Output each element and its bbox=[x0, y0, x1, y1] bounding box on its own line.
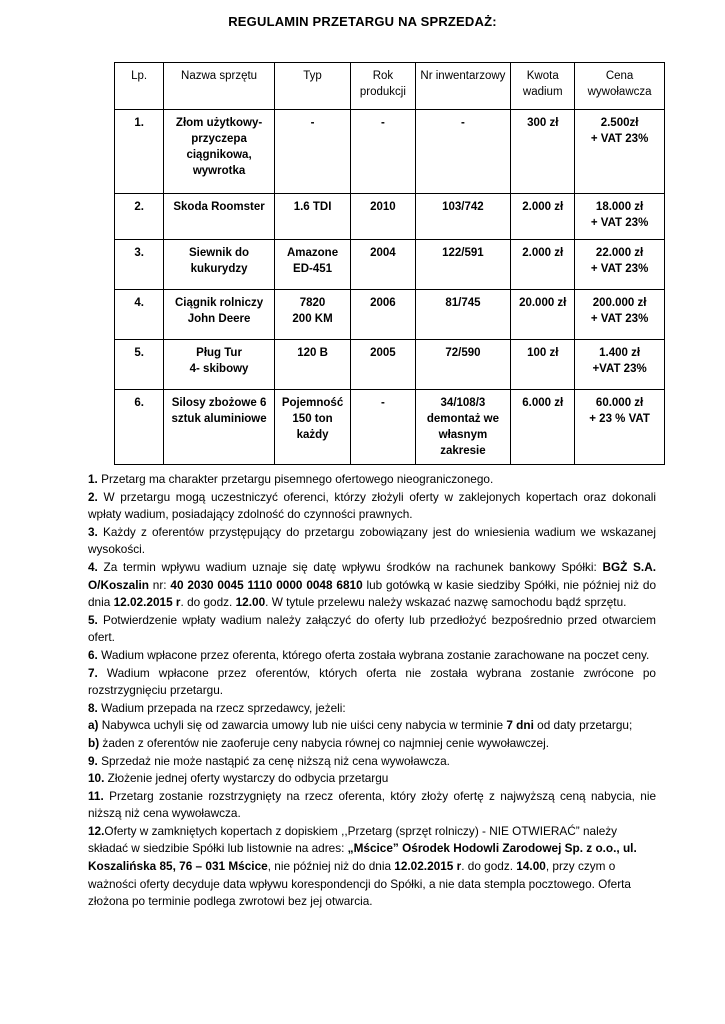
deposit-deadline-hour: 12.00 bbox=[235, 595, 266, 610]
col-header-lp: Lp. bbox=[115, 63, 164, 110]
cell-inventory: - bbox=[415, 110, 511, 194]
cell-year: 2005 bbox=[351, 340, 415, 390]
deposit-deadline-date: 12.02.2015 r bbox=[113, 595, 181, 610]
cell-inventory: 81/745 bbox=[415, 290, 511, 340]
rule-5: 5. Potwierdzenie wpłaty wadium należy załączyć do oferty lub przedłożyć bezpośrednio przed otwarciem ofert. bbox=[88, 612, 656, 645]
cell-type: 7820 200 KM bbox=[274, 290, 350, 340]
cell-price: 22.000 zł + VAT 23% bbox=[575, 240, 665, 290]
cell-price: 18.000 zł + VAT 23% bbox=[575, 194, 665, 240]
cell-deposit: 20.000 zł bbox=[511, 290, 575, 340]
cell-lp: 6. bbox=[115, 390, 164, 465]
cell-name: Skoda Roomster bbox=[164, 194, 275, 240]
col-header-year: Rok produkcji bbox=[351, 63, 415, 110]
rule-2: 2. W przetargu mogą uczestniczyć oferenci, którzy złożyli oferty w zaklejonych kopertach oraz dokonali wpłaty wadium, posiadający zdolność do czynności prawnych. bbox=[88, 489, 656, 522]
cell-year: - bbox=[351, 110, 415, 194]
cell-year: 2010 bbox=[351, 194, 415, 240]
rule-12: 12.Oferty w zamkniętych kopertach z dopiskiem ,,Przetarg (sprzęt rolniczy) - NIE OTWIERAĆ” należy składać w siedzibie Spółki lub listownie na adres: „Mścice” Ośrodek Hodowli Zarodowej Sp. z o.o., ul. Koszalińska 85, 76 – 031 Mścice, nie później niż do dnia 12.02.2015 r. do godz. 14.00, przy czym o ważności oferty decyduje data wpływu korespondencji do Spółki, a nie data stempla pocztowego. Oferta złożona po terminie podlega zwrotowi bez jej otwarcia. bbox=[88, 823, 637, 909]
cell-type: Pojemność 150 ton każdy bbox=[274, 390, 350, 465]
cell-deposit: 2.000 zł bbox=[511, 240, 575, 290]
col-header-deposit: Kwota wadium bbox=[511, 63, 575, 110]
rule-10: 10. Złożenie jednej oferty wystarczy do odbycia przetargu bbox=[88, 771, 389, 786]
cell-name: Ciągnik rolniczy John Deere bbox=[164, 290, 275, 340]
cell-name: Silosy zbożowe 6 sztuk aluminiowe bbox=[164, 390, 275, 465]
table-header-row bbox=[115, 63, 665, 110]
rule-1: 1. Przetarg ma charakter przetargu pisemnego ofertowego nieograniczonego. bbox=[88, 472, 494, 486]
cell-type: Amazone ED-451 bbox=[274, 240, 350, 290]
offer-deadline-hour: 14.00 bbox=[516, 859, 546, 874]
cell-lp: 4. bbox=[115, 290, 164, 340]
table-row bbox=[115, 240, 665, 290]
cell-lp: 1. bbox=[115, 110, 164, 194]
rule-8b: b) żaden z oferentów nie zaoferuje ceny nabycia równej co najmniej cenie wywoławczej. bbox=[88, 735, 549, 750]
cell-year: - bbox=[351, 390, 415, 465]
col-header-price: Cena wywoławcza bbox=[575, 63, 665, 110]
rule-7: 7. Wadium wpłacone przez oferentów, których oferta nie została wybrana zostanie zwrócone po rozstrzygnięciu przetargu. bbox=[88, 665, 656, 698]
offer-deadline-date: 12.02.2015 r bbox=[394, 859, 462, 874]
cell-name: Siewnik do kukurydzy bbox=[164, 240, 275, 290]
cell-type: 1.6 TDI bbox=[274, 194, 350, 240]
account-number: 40 2030 0045 1110 0000 0048 6810 bbox=[170, 577, 363, 592]
table-row bbox=[115, 194, 665, 240]
table-row bbox=[115, 290, 665, 340]
cell-lp: 3. bbox=[115, 240, 164, 290]
cell-lp: 5. bbox=[115, 340, 164, 390]
cell-deposit: 300 zł bbox=[511, 110, 575, 194]
rule-9: 9. Sprzedaż nie może nastąpić za cenę niższą niż cena wywoławcza. bbox=[88, 753, 450, 768]
cell-year: 2006 bbox=[351, 290, 415, 340]
cell-deposit: 100 zł bbox=[511, 340, 575, 390]
table-row bbox=[115, 340, 665, 390]
equipment-table bbox=[114, 62, 665, 465]
col-header-type: Typ bbox=[274, 63, 350, 110]
rule-3: 3. Każdy z oferentów przystępujący do przetargu zobowiązany jest do wniesienia wadium we wskazanej wysokości. bbox=[88, 524, 656, 557]
delivery-address: „Mścice” Ośrodek Hodowli Zarodowej Sp. z o.o., ul. Koszalińska 85, 76 – 031 Mścice bbox=[88, 841, 637, 874]
cell-deposit: 6.000 zł bbox=[511, 390, 575, 465]
col-header-inventory: Nr inwentarzowy bbox=[415, 63, 511, 110]
cell-price: 2.500zł + VAT 23% bbox=[575, 110, 665, 194]
table-row bbox=[115, 390, 665, 465]
cell-name: Złom użytkowy-przyczepa ciągnikowa, wywrotka bbox=[164, 110, 275, 194]
rule-4: 4. Za termin wpływu wadium uznaje się datę wpływu środków na rachunek bankowy Spółki: BGŻ S.A. O/Koszalin nr: 40 2030 0045 1110 0000 0048 6810 lub gotówką w kasie siedziby Spółki, nie później niż do dnia 12.02.2015 r. do godz. 12.00. W tytule przelewu należy wskazać nazwę samochodu bądź sprzętu. bbox=[88, 559, 656, 610]
cell-type: 120 B bbox=[274, 340, 350, 390]
cell-price: 60.000 zł + 23 % VAT bbox=[575, 390, 665, 465]
document-title: REGULAMIN PRZETARGU NA SPRZEDAŻ: bbox=[228, 14, 497, 29]
cell-inventory: 34/108/3 demontaż we własnym zakresie bbox=[415, 390, 511, 465]
cell-deposit: 2.000 zł bbox=[511, 194, 575, 240]
cell-price: 200.000 zł + VAT 23% bbox=[575, 290, 665, 340]
cell-price: 1.400 zł +VAT 23% bbox=[575, 340, 665, 390]
rule-11: 11. Przetarg zostanie rozstrzygnięty na rzecz oferenta, który złoży ofertę z najwyższą ceną nabycia, nie niższą niż cena wywoławcza. bbox=[88, 788, 656, 821]
cell-inventory: 103/742 bbox=[415, 194, 511, 240]
rule-6: 6. Wadium wpłacone przez oferenta, którego oferta została wybrana zostanie zarachowane na poczet ceny. bbox=[88, 647, 650, 662]
bank-name: BGŻ S.A. O/Koszalin bbox=[88, 559, 656, 592]
rules-section bbox=[88, 471, 656, 911]
rule-8a: a) Nabywca uchyli się od zawarcia umowy lub nie uiści ceny nabycia w terminie 7 dni od daty przetargu; bbox=[88, 718, 633, 733]
col-header-name: Nazwa sprzętu bbox=[164, 63, 275, 110]
table-row bbox=[115, 110, 665, 194]
rule-8: 8. Wadium przepada na rzecz sprzedawcy, jeżeli: bbox=[88, 700, 346, 715]
cell-lp: 2. bbox=[115, 194, 164, 240]
cell-year: 2004 bbox=[351, 240, 415, 290]
cell-inventory: 122/591 bbox=[415, 240, 511, 290]
cell-type: - bbox=[274, 110, 350, 194]
cell-name: Pług Tur 4- skibowy bbox=[164, 340, 275, 390]
cell-inventory: 72/590 bbox=[415, 340, 511, 390]
